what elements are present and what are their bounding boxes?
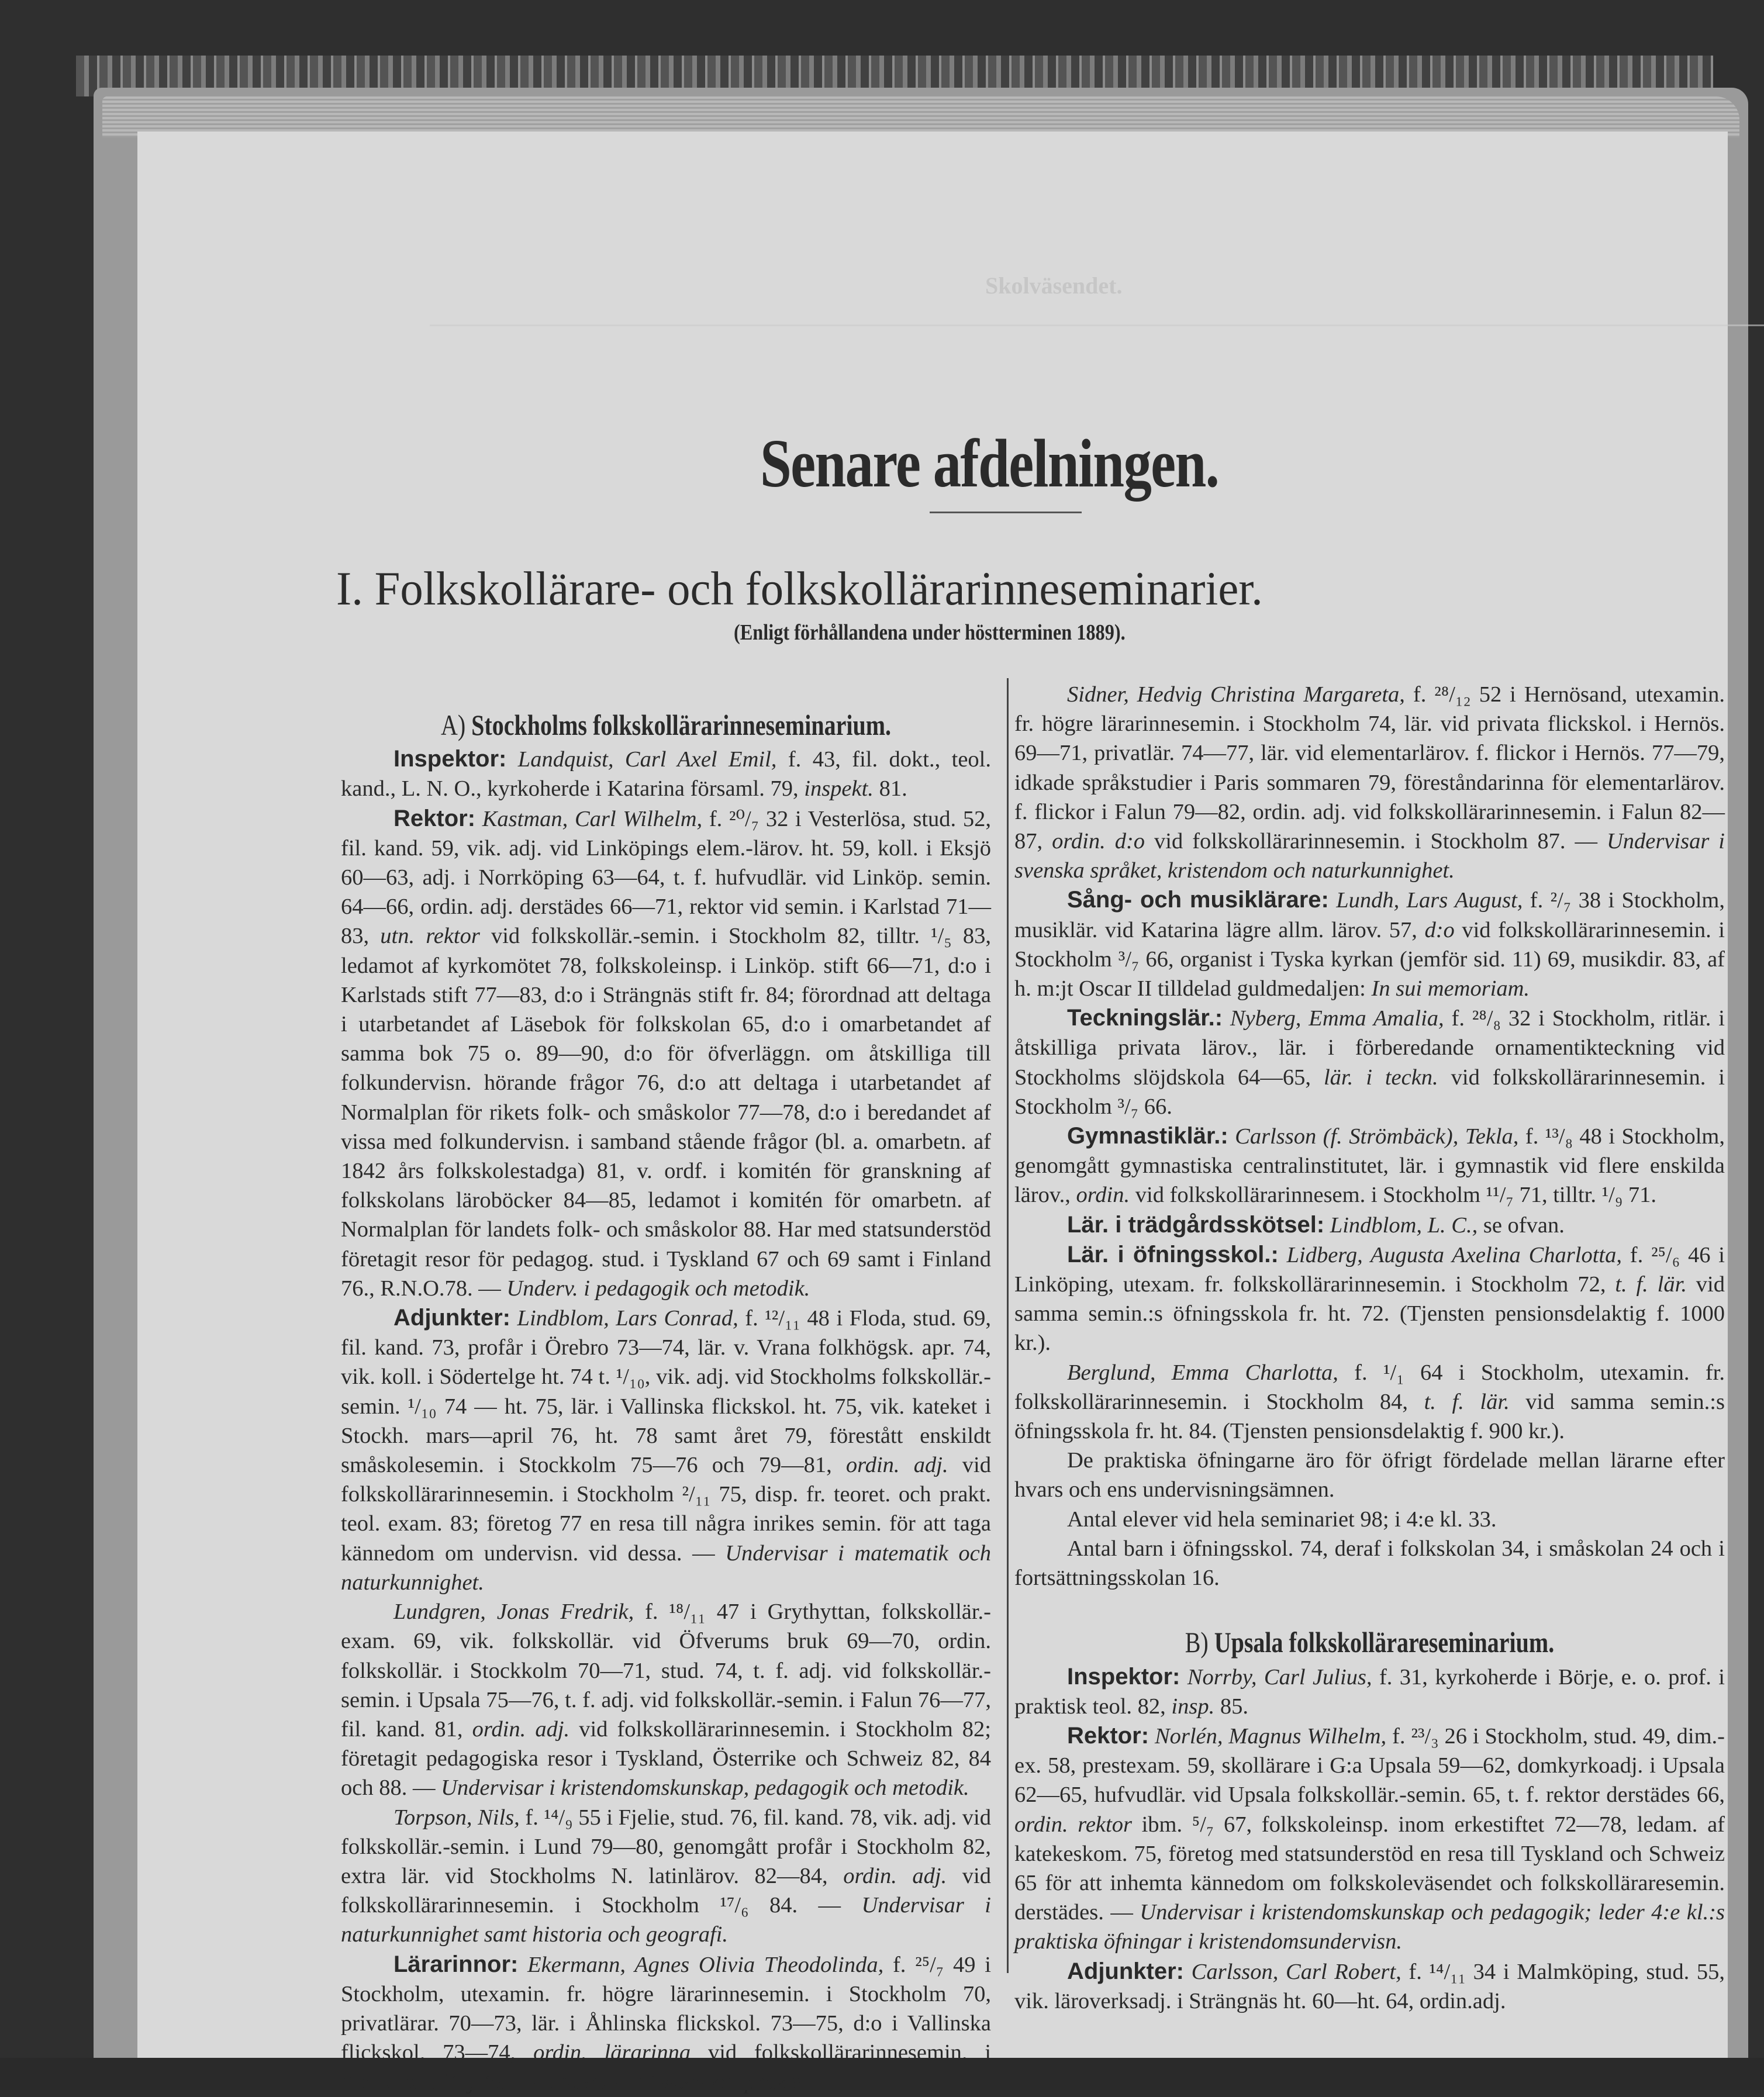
entry-tradgardslarare: Lär. i trädgårdsskötsel: Lindblom, L. C., se ofvan. bbox=[1067, 1211, 1565, 1238]
entry-teckningslarare: Teckningslär.: Nyberg, Emma Amalia, f. ²⁸/₈ 32 i Stockholm, ritlär. i åtskilliga privata lärov., lär. i förberedande ornamentikteckning vid Stockholms slöjdskola 64—65, lär. i teckn. vid folkskollärarinnesemin. i Stockholm ³/₇ 66. bbox=[1014, 1005, 1725, 1119]
section-a-title: A) Stockholms folkskollärarinneseminarium. bbox=[440, 709, 892, 741]
note-barn: Antal barn i öfningsskol. 74, deraf i folkskolan 34, i småskolan 24 och i fortsättningsskolan 16. bbox=[1014, 1536, 1725, 1591]
entry-lararinna-ekermann: Lärarinnor: Ekermann, Agnes Olivia Theodolinda, f. ²⁵/₇ 49 i Stockholm, utexamin. fr. högre lärarinnesemin. i Stockholm 70, privatlärar. 70—73, lär. i Åhlinska flickskol. 73—75, d:o i Vallinska flickskol. 73—74, ordin. lärarinna vid folkskollärarinnesemin. i Stockholm ¹⁴/₉ 75. — Undervisar i svenska språket. bbox=[341, 1951, 992, 2095]
section-b-title: B) Upsala folkskollärareseminarium. bbox=[1185, 1626, 1555, 1659]
right-column bbox=[1014, 680, 1725, 2016]
note-ofningar: De praktiska öfningarne äro för öfrigt fördelade mellan lärarne efter hvars och ens undervisningsämnen. bbox=[1014, 1448, 1725, 1502]
entry-b-rektor: Rektor: Norlén, Magnus Wilhelm, f. ²³/₃ 26 i Stockholm, stud. 49, dim.-ex. 58, prestexam. 59, skollärare i G:a Upsala 59—62, domkyrkoadj. i Upsala 62—65, hufvudlär. vid Upsala folkskollär.-semin. 65, t. f. rektor derstädes 66, ordin. rektor ibm. ⁵/₇ 67, folkskoleinsp. inom erkestiftet 72—78, ledam. af katekeskom. 75, företog med statsunderstöd en resa till Tyskland och Schweiz 65 för att inhemta kännedom om folkskoleväsendet och folkskolläraresemin. derstädes. — Undervisar i kristendomskunskap och pedagogik; leder 4:e kl.:s praktiska öfningar i kristendomsundervisn. bbox=[1014, 1722, 1725, 1954]
chapter-note: (Enligt förhållandena under höstterminen 1889). bbox=[734, 620, 1126, 645]
entry-adjunkt-torpson: Torpson, Nils, f. ¹⁴/₉ 55 i Fjelie, stud. 76, fil. kand. 78, vik. adj. vid folkskollär.-semin. i Lund 79—80, genomgått profår i Stockholm 82, extra lär. vid Stockholms N. latinlärov. 82—84, ordin. adj. vid folkskollärarinnesemin. i Stockholm ¹⁷/₆ 84. — Undervisar i naturkunnighet samt historia och geografi. bbox=[341, 1805, 991, 1947]
entry-b-inspektor: Inspektor: Norrby, Carl Julius, f. 31, kyrkoherde i Börje, e. o. prof. i praktisk teol. 82, insp. 85. bbox=[1014, 1663, 1725, 1719]
entry-ofningsskol-lidberg: Lär. i öfningsskol.: Lidberg, Augusta Axelina Charlotta, f. ²⁵/₆ 46 i Linköping, utexam. fr. folkskollärarinnesemin. i Stockholm 72, t. f. lär. vid samma semin.:s öfningsskola fr. ht. 72. (Tjensten pensionsdelaktig f. 1000 kr.). bbox=[1014, 1241, 1725, 1356]
main-heading: Senare afdelningen. bbox=[760, 425, 1219, 502]
column-divider bbox=[1007, 678, 1009, 1973]
chapter-heading: I. Folkskollärare- och folkskollärarinneseminarier. bbox=[336, 562, 1263, 615]
entry-ofningsskol-berglund: Berglund, Emma Charlotta, f. ¹/₁ 64 i Stockholm, utexamin. fr. folkskollärarinnesemin. i Stockholm 84, t. f. lär. vid samma semin.:s öfningsskola fr. ht. 84. (Tjensten pensionsdelaktig f. 900 kr.). bbox=[1014, 1360, 1725, 1444]
heading-divider bbox=[930, 512, 1082, 513]
entry-gymnastiklarare: Gymnastiklär.: Carlsson (f. Strömbäck), Tekla, f. ¹³/₈ 48 i Stockholm, genomgått gymnastiska centralinstitutet, lär. i gymnastik vid flere enskilda lärov., ordin. vid folkskollärarinnesem. i Stockholm ¹¹/₇ 71, tilltr. ¹/₉ 71. bbox=[1014, 1123, 1725, 1208]
note-elever: Antal elever vid hela seminariet 98; i 4:e kl. 33. bbox=[1067, 1507, 1497, 1532]
entry-inspektor: Inspektor: Landquist, Carl Axel Emil, f. 43, fil. dokt., teol. kand., L. N. O., kyrkoherde i Katarina församl. 79, inspekt. 81. bbox=[341, 746, 991, 802]
entry-rektor: Rektor: Kastman, Carl Wilhelm, f. ²⁰/₇ 32 i Vesterlösa, stud. 52, fil. kand. 59, vik. adj. vid Linköpings elem.-lärov. ht. 59, koll. i Eksjö 60—63, adj. i Norrköping 63—64, t. f. hufvudlär. vid Linköp. semin. 64—66, ordin. adj. derstädes 66—71, rektor vid semin. i Karlstad 71—83, utn. rektor vid folkskollär.-semin. i Stockholm 82, tilltr. ¹/₅ 83, ledamot af kyrkomötet 78, folkskoleinsp. i Linköp. stift 66—71, d:o i Karlstads stift 77—83, d:o i Strängnäs stift fr. 84; förordnad att deltaga i utarbetandet af Läsebok för folkskolan 65, d:o i omarbetandet af samma bok 75 o. 89—90, d:o för öfverläggn. om åtskilliga till folkundervisn. hörande frågor 76, d:o att deltaga i utarbetandet af Normalplan för rikets folk- och småskolor 77—78, d:o i beredandet af vissa med folkundervisn. i samband stående frågor (bl. a. omarbetn. af 1842 års folkskolestadga) 81, v. ordf. i komitén för granskning af folkskolans läroböcker 84—85, ledamot i komitén för omarbetn. af Normalplan för landets folk- och småskolor 88. Har med statsunderstöd företagit resor för pedagog. stud. i Tyskland 67 och 69 samt i Finland 76., R.N.O.78. — Underv. i pedagogik och metodik. bbox=[341, 805, 991, 1301]
entry-adjunkt-lundgren: Lundgren, Jonas Fredrik, f. ¹⁸/₁₁ 47 i Grythyttan, folkskollär.-exam. 69, vik. folkskollär. vid Öfverums bruk 69—70, ordin. folkskollär. i Stockkolm 70—71, stud. 74, t. f. adj. vid folkskollär.-semin. i Upsala 75—76, t. f. adj. vid folkskollär.-semin. i Falun 76—77, fil. kand. 81, ordin. adj. vid folkskollärarinnesemin. i Stockholm 82; företagit pedagogiska resor i Tyskland, Österrike och Schweiz 82, 84 och 88. — Undervisar i kristendomskunskap, pedagogik och metodik. bbox=[341, 1599, 991, 1801]
entry-b-adjunkt: Adjunkter: Carlsson, Carl Robert, f. ¹⁴/₁₁ 34 i Malmköping, stud. 55, vik. läroverksadj. i Strängnäs ht. 60—ht. 64, ordin.adj. bbox=[1014, 1958, 1725, 2013]
entry-sanglarare: Sång- och musiklärare: Lundh, Lars August, f. ²/₇ 38 i Stockholm, musiklär. vid Katarina lägre allm. lärov. 57, d:o vid folkskollärarinnesemin. i Stockholm ³/₇ 66, organist i Tyska kyrkan (jemför sid. 11) 69, musikdir. 83, af h. m:jt Oscar II tilldelad guldmedaljen: In sui memoriam. bbox=[1014, 887, 1725, 1001]
entry-lararinna-sidner: Sidner, Hedvig Christina Margareta, f. ²⁸/₁₂ 52 i Hernösand, utexamin. fr. högre lärarinnesemin. i Stockholm 74, lär. vid privata flickskol. i Hernös. 69—71, privatlär. 74—77, lär. vid elementarlärov. f. flickor i Hernös. 77—79, idkade språkstudier i Paris sommaren 79, föreståndarinna för elementarlärov. f. flickor i Falun 79—82, ordin. adj. vid folkskollärarinnesemin. i Falun 82—87, ordin. d:o vid folkskollärarinnesemin. i Stockholm 87. — Undervisar i svenska språket, kristendom och naturkunnighet. bbox=[1014, 682, 1725, 883]
section-spacer bbox=[1014, 1592, 1725, 1628]
left-column bbox=[341, 710, 991, 2097]
entry-adjunkt-lindblom: Adjunkter: Lindblom, Lars Conrad, f. ¹²/₁₁ 48 i Floda, stud. 69, fil. kand. 73, profår i Örebro 73—74, lär. v. Vrana folkhögsk. apr. 74, vik. koll. i Södertelge ht. 74 t. ¹/₁₀, vik. adj. vid Stockholms folkskollär.-semin. ¹/₁₀ 74 — ht. 75, lär. i Vallinska flickskol. ht. 75, vik. kateket i Stockh. mars—april 76, ht. 78 samt året 79, förestått enskildt småskolesemin. i Stockkolm 75—76 och 79—81, ordin. adj. vid folkskollärarinnesemin. i Stockholm ²/₁₁ 75, disp. fr. teoret. och prakt. teol. exam. 83; företog 77 en resa till några inrikes semin. för att taga kännedom om undervisn. vid dessa. — Undervisar i matematik och naturkunnighet. bbox=[341, 1305, 992, 1595]
bleed-through-heading: Skolväsendet. bbox=[985, 272, 1123, 299]
